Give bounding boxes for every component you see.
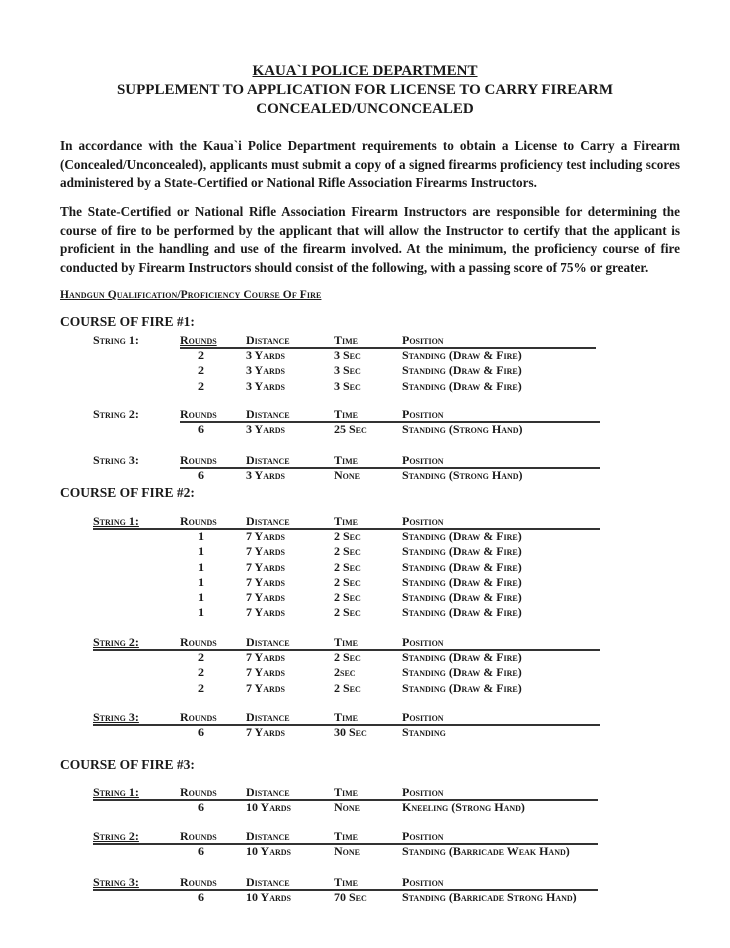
table-row xyxy=(0,604,730,619)
table-row xyxy=(0,528,730,543)
rounds-value: 2 xyxy=(198,363,204,378)
table-row xyxy=(0,649,730,664)
time-value: 2 Sec xyxy=(334,650,361,664)
distance-value: 3 Yards xyxy=(246,468,286,482)
string-header xyxy=(0,407,730,421)
position-value: Standing (Draw & Fire) xyxy=(402,605,522,620)
string-block xyxy=(0,407,730,436)
position-value: Standing (Draw & Fire) xyxy=(402,590,522,605)
column-header-distance: Distance xyxy=(246,514,290,528)
string-label: String 1: xyxy=(93,785,139,799)
table-row xyxy=(0,467,730,482)
column-header-distance: Distance xyxy=(246,875,290,889)
string-block xyxy=(0,453,730,482)
column-header-position: Position xyxy=(402,785,444,799)
column-header-position: Position xyxy=(402,635,444,649)
string-header xyxy=(0,514,730,528)
column-header-time: Time xyxy=(334,635,359,649)
column-header-position: Position xyxy=(402,710,444,724)
column-header-distance: Distance xyxy=(246,453,290,467)
form-title: SUPPLEMENT TO APPLICATION FOR LICENSE TO CARRY FIREARM xyxy=(116,82,614,98)
string-label: String 3: xyxy=(93,875,139,889)
position-value: Standing (Barricade Weak Hand) xyxy=(402,844,570,858)
document-header xyxy=(0,62,730,119)
column-header-position: Position xyxy=(402,407,444,421)
column-header-rounds: Rounds xyxy=(180,514,217,528)
column-header-position: Position xyxy=(402,333,444,347)
table-row xyxy=(0,664,730,679)
rounds-value: 1 xyxy=(198,605,204,620)
distance-value: 10 Yards xyxy=(246,890,292,904)
table-row xyxy=(0,543,730,558)
time-value: 2 Sec xyxy=(334,529,361,543)
time-value: 2 Sec xyxy=(334,544,361,559)
table-row xyxy=(0,799,730,814)
distance-value: 7 Yards xyxy=(246,529,286,543)
course-title: COURSE OF FIRE #1: xyxy=(60,314,195,329)
column-header-time: Time xyxy=(334,407,359,421)
distance-value: 7 Yards xyxy=(246,590,286,605)
column-header-rounds: Rounds xyxy=(180,635,217,649)
column-header-distance: Distance xyxy=(246,829,290,843)
rounds-value: 2 xyxy=(198,650,204,664)
column-header-rounds: Rounds xyxy=(180,710,217,724)
column-header-distance: Distance xyxy=(246,710,290,724)
rounds-value: 6 xyxy=(198,800,204,814)
position-value: Standing (Strong Hand) xyxy=(402,422,523,436)
position-value: Standing (Draw & Fire) xyxy=(402,348,522,362)
time-value: 25 Sec xyxy=(334,422,367,436)
table-row xyxy=(0,724,730,739)
position-value: Standing (Draw & Fire) xyxy=(402,529,522,543)
table-row xyxy=(0,574,730,589)
string-label: String 3: xyxy=(93,710,139,724)
distance-value: 7 Yards xyxy=(246,650,286,664)
column-header-position: Position xyxy=(402,829,444,843)
string-block xyxy=(0,875,730,904)
distance-value: 3 Yards xyxy=(246,378,286,393)
position-value: Standing (Draw & Fire) xyxy=(402,680,522,695)
string-label: String 1: xyxy=(93,514,139,528)
string-header xyxy=(0,875,730,889)
distance-value: 7 Yards xyxy=(246,725,286,739)
distance-value: 7 Yards xyxy=(246,574,286,589)
course-title: COURSE OF FIRE #2: xyxy=(60,485,195,500)
string-block xyxy=(0,333,730,393)
distance-value: 3 Yards xyxy=(246,348,286,362)
position-value: Standing (Strong Hand) xyxy=(402,468,523,482)
time-value: 2sec xyxy=(334,665,356,680)
time-value: 30 Sec xyxy=(334,725,367,739)
position-value: Standing (Draw & Fire) xyxy=(402,650,522,664)
department-title: KAUA`I POLICE DEPARTMENT xyxy=(252,63,478,79)
rounds-value: 6 xyxy=(198,468,204,482)
time-value: None xyxy=(334,800,361,814)
section-title: Handgun Qualification/Proficiency Course Of Fire xyxy=(60,289,322,301)
column-header-rounds: Rounds xyxy=(180,875,217,889)
table-row xyxy=(0,347,730,362)
string-block xyxy=(0,635,730,695)
column-header-time: Time xyxy=(334,785,359,799)
string-label: String 2: xyxy=(93,635,139,649)
rounds-value: 6 xyxy=(198,844,204,858)
time-value: 2 Sec xyxy=(334,680,361,695)
string-header xyxy=(0,785,730,799)
time-value: 3 Sec xyxy=(334,378,361,393)
distance-value: 10 Yards xyxy=(246,844,292,858)
position-value: Standing (Draw & Fire) xyxy=(402,363,522,378)
string-header xyxy=(0,453,730,467)
rounds-value: 6 xyxy=(198,725,204,739)
position-value: Standing (Draw & Fire) xyxy=(402,665,522,680)
time-value: 2 Sec xyxy=(334,605,361,620)
table-row xyxy=(0,362,730,377)
position-value: Standing (Draw & Fire) xyxy=(402,544,522,559)
distance-value: 7 Yards xyxy=(246,665,286,680)
string-block xyxy=(0,785,730,814)
time-value: None xyxy=(334,844,361,858)
string-header xyxy=(0,829,730,843)
string-block xyxy=(0,829,730,858)
table-row xyxy=(0,843,730,858)
column-header-rounds: Rounds xyxy=(180,407,217,421)
string-header xyxy=(0,333,730,347)
table-row xyxy=(0,889,730,904)
time-value: None xyxy=(334,468,361,482)
distance-value: 10 Yards xyxy=(246,800,292,814)
rounds-value: 6 xyxy=(198,422,204,436)
distance-value: 7 Yards xyxy=(246,559,286,574)
column-header-rounds: Rounds xyxy=(180,829,217,843)
position-value: Standing xyxy=(402,725,446,739)
column-header-distance: Distance xyxy=(246,407,290,421)
rounds-value: 1 xyxy=(198,574,204,589)
position-value: Standing (Draw & Fire) xyxy=(402,378,522,393)
rounds-value: 6 xyxy=(198,890,204,904)
column-header-time: Time xyxy=(334,829,359,843)
time-value: 70 Sec xyxy=(334,890,367,904)
column-header-time: Time xyxy=(334,710,359,724)
position-value: Standing (Draw & Fire) xyxy=(402,559,522,574)
string-header xyxy=(0,710,730,724)
column-header-time: Time xyxy=(334,875,359,889)
position-value: Kneeling (Strong Hand) xyxy=(402,800,525,814)
column-header-time: Time xyxy=(334,333,359,347)
rounds-value: 1 xyxy=(198,544,204,559)
string-label: String 3: xyxy=(93,453,139,467)
course-title: COURSE OF FIRE #3: xyxy=(60,757,195,772)
string-header xyxy=(0,635,730,649)
distance-value: 7 Yards xyxy=(246,605,286,620)
time-value: 2 Sec xyxy=(334,590,361,605)
rounds-value: 2 xyxy=(198,680,204,695)
column-header-distance: Distance xyxy=(246,785,290,799)
intro-paragraph: In accordance with the Kaua`i Police Department requirements to obtain a License to Carry a Firearm (Concealed/Unconcealed), applicants must submit a copy of a signed firearms proficiency test including scores administered by a State-Certified or National Rifle Association Firearms Instructors. xyxy=(60,138,680,191)
form-subtitle: CONCEALED/UNCONCEALED xyxy=(256,101,474,117)
string-block xyxy=(0,514,730,620)
position-value: Standing (Barricade Strong Hand) xyxy=(402,890,577,904)
rounds-value: 1 xyxy=(198,559,204,574)
distance-value: 3 Yards xyxy=(246,363,286,378)
instructor-paragraph: The State-Certified or National Rifle Association Firearm Instructors are responsible for determining the course of fire to be performed by the applicant that will allow the Instructor to certify that the applicant is proficient in the handling and use of the firearm involved. At the minimum, the proficiency course of fire conducted by Firearm Instructors should consist of the following, with a passing score of 75% or greater. xyxy=(60,204,680,275)
time-value: 2 Sec xyxy=(334,574,361,589)
rounds-value: 1 xyxy=(198,529,204,543)
rounds-value: 2 xyxy=(198,665,204,680)
rounds-value: 1 xyxy=(198,590,204,605)
table-row xyxy=(0,421,730,436)
column-header-rounds: Rounds xyxy=(180,785,217,799)
table-row xyxy=(0,559,730,574)
column-header-time: Time xyxy=(334,453,359,467)
column-header-rounds: Rounds xyxy=(180,333,217,347)
time-value: 2 Sec xyxy=(334,559,361,574)
rounds-value: 2 xyxy=(198,378,204,393)
table-row xyxy=(0,589,730,604)
column-header-time: Time xyxy=(334,514,359,528)
table-row xyxy=(0,378,730,393)
column-header-position: Position xyxy=(402,875,444,889)
column-header-position: Position xyxy=(402,453,444,467)
string-label: String 2: xyxy=(93,407,139,421)
distance-value: 7 Yards xyxy=(246,544,286,559)
table-row xyxy=(0,680,730,695)
time-value: 3 Sec xyxy=(334,348,361,362)
column-header-distance: Distance xyxy=(246,333,290,347)
distance-value: 7 Yards xyxy=(246,680,286,695)
string-block xyxy=(0,710,730,739)
distance-value: 3 Yards xyxy=(246,422,286,436)
column-header-position: Position xyxy=(402,514,444,528)
position-value: Standing (Draw & Fire) xyxy=(402,574,522,589)
rounds-value: 2 xyxy=(198,348,204,362)
time-value: 3 Sec xyxy=(334,363,361,378)
column-header-rounds: Rounds xyxy=(180,453,217,467)
string-label: String 1: xyxy=(93,333,139,347)
string-label: String 2: xyxy=(93,829,139,843)
column-header-distance: Distance xyxy=(246,635,290,649)
